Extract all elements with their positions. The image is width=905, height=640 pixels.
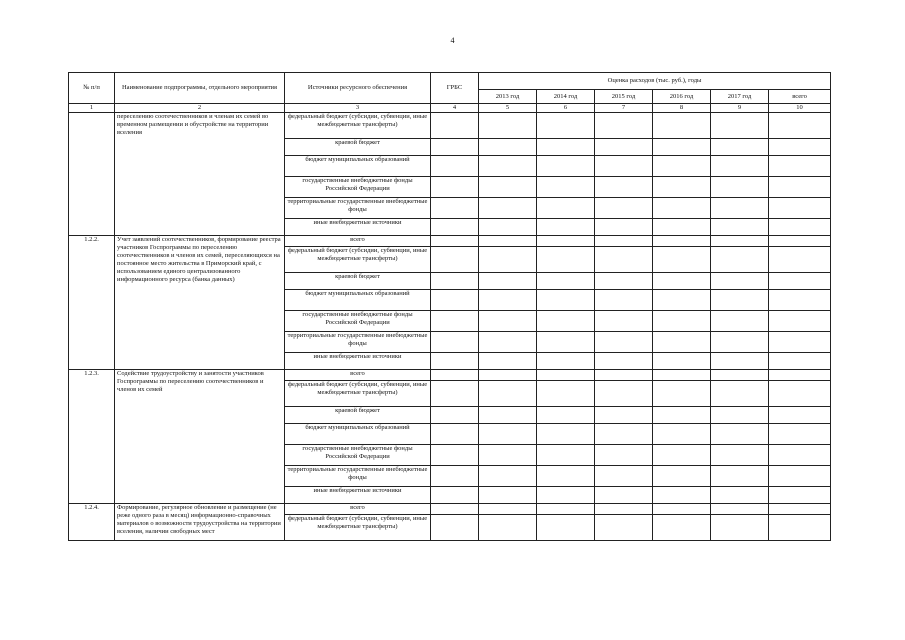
item-code — [69, 113, 115, 236]
item-code: 1.2.4. — [69, 504, 115, 541]
amount-cell — [653, 504, 711, 515]
amount-cell — [711, 466, 769, 487]
table-body — [69, 113, 831, 541]
amount-cell — [595, 198, 653, 219]
table-row — [69, 504, 831, 515]
amount-cell — [595, 273, 653, 290]
amount-cell — [653, 198, 711, 219]
grbs-cell — [431, 139, 479, 156]
grbs-cell — [431, 370, 479, 381]
amount-cell — [479, 515, 537, 541]
grbs-cell — [431, 504, 479, 515]
amount-cell — [537, 504, 595, 515]
amount-cell — [479, 113, 537, 139]
amount-cell — [769, 247, 831, 273]
amount-cell — [769, 487, 831, 504]
col-header-name: Наименование подпрограммы, отдельного мероприятия — [115, 73, 285, 104]
amount-cell — [595, 445, 653, 466]
amount-cell — [711, 156, 769, 177]
funding-source: иные внебюджетные источники — [285, 487, 431, 504]
amount-cell — [537, 424, 595, 445]
amount-cell — [595, 487, 653, 504]
grbs-cell — [431, 466, 479, 487]
amount-cell — [711, 504, 769, 515]
amount-cell — [595, 311, 653, 332]
col-header-total: всего — [769, 90, 831, 104]
amount-cell — [653, 515, 711, 541]
funding-source: иные внебюджетные источники — [285, 219, 431, 236]
amount-cell — [595, 332, 653, 353]
funding-source: всего — [285, 236, 431, 247]
funding-source: иные внебюджетные источники — [285, 353, 431, 370]
amount-cell — [537, 247, 595, 273]
amount-cell — [479, 504, 537, 515]
item-name: Учет заявлений соотечественников, формирование реестра участников Госпрограммы по переселению соотечественников и членов их семей, переселяющихся на постоянное место жительства в Приморский край, с использованием единого централизованного информационного ресурса (банка данных) — [115, 236, 285, 370]
column-number: 7 — [595, 104, 653, 113]
funding-source: федеральный бюджет (субсидии, субвенции, иные межбюджетные трансферты) — [285, 381, 431, 407]
amount-cell — [537, 273, 595, 290]
amount-cell — [711, 139, 769, 156]
amount-cell — [479, 445, 537, 466]
funding-source: бюджет муниципальных образований — [285, 290, 431, 311]
amount-cell — [711, 407, 769, 424]
amount-cell — [595, 290, 653, 311]
grbs-cell — [431, 407, 479, 424]
amount-cell — [653, 407, 711, 424]
amount-cell — [653, 311, 711, 332]
amount-cell — [769, 332, 831, 353]
amount-cell — [537, 445, 595, 466]
funding-source: краевой бюджет — [285, 139, 431, 156]
amount-cell — [711, 236, 769, 247]
amount-cell — [769, 353, 831, 370]
amount-cell — [769, 424, 831, 445]
amount-cell — [653, 290, 711, 311]
amount-cell — [711, 515, 769, 541]
col-header-source: Источники ресурсного обеспечения — [285, 73, 431, 104]
amount-cell — [537, 332, 595, 353]
amount-cell — [537, 139, 595, 156]
amount-cell — [479, 139, 537, 156]
amount-cell — [769, 311, 831, 332]
amount-cell — [479, 407, 537, 424]
item-code: 1.2.2. — [69, 236, 115, 370]
amount-cell — [595, 407, 653, 424]
amount-cell — [537, 113, 595, 139]
amount-cell — [595, 466, 653, 487]
amount-cell — [653, 156, 711, 177]
amount-cell — [537, 290, 595, 311]
amount-cell — [479, 370, 537, 381]
amount-cell — [479, 311, 537, 332]
amount-cell — [537, 407, 595, 424]
grbs-cell — [431, 381, 479, 407]
amount-cell — [537, 236, 595, 247]
amount-cell — [769, 113, 831, 139]
amount-cell — [769, 504, 831, 515]
grbs-cell — [431, 156, 479, 177]
amount-cell — [595, 139, 653, 156]
grbs-cell — [431, 353, 479, 370]
funding-source: федеральный бюджет (субсидии, субвенции, иные межбюджетные трансферты) — [285, 113, 431, 139]
amount-cell — [653, 247, 711, 273]
amount-cell — [653, 273, 711, 290]
amount-cell — [479, 332, 537, 353]
amount-cell — [769, 236, 831, 247]
funding-source: государственные внебюджетные фонды Российской Федерации — [285, 177, 431, 198]
amount-cell — [653, 381, 711, 407]
amount-cell — [595, 381, 653, 407]
amount-cell — [653, 332, 711, 353]
funding-source: территориальные государственные внебюджетные фонды — [285, 466, 431, 487]
amount-cell — [479, 273, 537, 290]
amount-cell — [769, 407, 831, 424]
grbs-cell — [431, 311, 479, 332]
amount-cell — [711, 290, 769, 311]
amount-cell — [537, 487, 595, 504]
funding-source: краевой бюджет — [285, 273, 431, 290]
col-header-grbs: ГРБС — [431, 73, 479, 104]
table-row — [69, 236, 831, 247]
amount-cell — [769, 466, 831, 487]
amount-cell — [711, 177, 769, 198]
grbs-cell — [431, 198, 479, 219]
grbs-cell — [431, 273, 479, 290]
amount-cell — [653, 177, 711, 198]
amount-cell — [537, 311, 595, 332]
funding-source: бюджет муниципальных образований — [285, 424, 431, 445]
grbs-cell — [431, 290, 479, 311]
funding-source: территориальные государственные внебюджетные фонды — [285, 332, 431, 353]
col-header-year: 2016 год — [653, 90, 711, 104]
grbs-cell — [431, 177, 479, 198]
amount-cell — [479, 381, 537, 407]
amount-cell — [711, 198, 769, 219]
grbs-cell — [431, 219, 479, 236]
amount-cell — [537, 177, 595, 198]
amount-cell — [595, 515, 653, 541]
item-name: Содействие трудоустройству и занятости участников Госпрограммы по переселению соотечественников и членов их семей — [115, 370, 285, 504]
column-number: 6 — [537, 104, 595, 113]
amount-cell — [711, 273, 769, 290]
funding-source: государственные внебюджетные фонды Российской Федерации — [285, 311, 431, 332]
amount-cell — [595, 247, 653, 273]
amount-cell — [653, 424, 711, 445]
column-number: 1 — [69, 104, 115, 113]
grbs-cell — [431, 515, 479, 541]
column-number: 8 — [653, 104, 711, 113]
amount-cell — [537, 156, 595, 177]
table-row — [69, 113, 831, 139]
budget-table — [68, 72, 831, 541]
amount-cell — [537, 219, 595, 236]
col-header-estimate: Оценка расходов (тыс. руб.), годы — [479, 73, 831, 90]
grbs-cell — [431, 424, 479, 445]
funding-source: государственные внебюджетные фонды Российской Федерации — [285, 445, 431, 466]
amount-cell — [595, 353, 653, 370]
amount-cell — [479, 156, 537, 177]
amount-cell — [769, 381, 831, 407]
funding-source: всего — [285, 370, 431, 381]
amount-cell — [479, 353, 537, 370]
column-number: 5 — [479, 104, 537, 113]
amount-cell — [769, 219, 831, 236]
amount-cell — [653, 487, 711, 504]
amount-cell — [479, 236, 537, 247]
amount-cell — [595, 424, 653, 445]
amount-cell — [769, 156, 831, 177]
amount-cell — [769, 290, 831, 311]
amount-cell — [769, 370, 831, 381]
amount-cell — [595, 504, 653, 515]
amount-cell — [537, 466, 595, 487]
table-row — [69, 370, 831, 381]
column-number: 3 — [285, 104, 431, 113]
column-number: 9 — [711, 104, 769, 113]
amount-cell — [653, 370, 711, 381]
col-header-num: № п/п — [69, 73, 115, 104]
col-header-year: 2015 год — [595, 90, 653, 104]
col-header-year: 2017 год — [711, 90, 769, 104]
funding-source: федеральный бюджет (субсидии, субвенции, иные межбюджетные трансферты) — [285, 515, 431, 541]
amount-cell — [711, 353, 769, 370]
column-number: 4 — [431, 104, 479, 113]
column-number: 2 — [115, 104, 285, 113]
amount-cell — [711, 219, 769, 236]
amount-cell — [711, 332, 769, 353]
amount-cell — [711, 445, 769, 466]
amount-cell — [537, 515, 595, 541]
amount-cell — [653, 445, 711, 466]
grbs-cell — [431, 247, 479, 273]
amount-cell — [711, 113, 769, 139]
amount-cell — [711, 247, 769, 273]
amount-cell — [595, 236, 653, 247]
amount-cell — [653, 139, 711, 156]
amount-cell — [537, 370, 595, 381]
amount-cell — [711, 370, 769, 381]
amount-cell — [653, 236, 711, 247]
amount-cell — [479, 466, 537, 487]
item-name: Формирование, регулярное обновление и размещение (не реже одного раза в месяц) информационно-справочных материалов о возможности трудоустройства на территории вселения, наличии свободных мест — [115, 504, 285, 541]
amount-cell — [595, 370, 653, 381]
amount-cell — [595, 219, 653, 236]
amount-cell — [769, 177, 831, 198]
funding-source: всего — [285, 504, 431, 515]
amount-cell — [769, 139, 831, 156]
funding-source: краевой бюджет — [285, 407, 431, 424]
amount-cell — [769, 198, 831, 219]
amount-cell — [653, 113, 711, 139]
amount-cell — [711, 311, 769, 332]
amount-cell — [711, 487, 769, 504]
grbs-cell — [431, 236, 479, 247]
funding-source: бюджет муниципальных образований — [285, 156, 431, 177]
funding-source: территориальные государственные внебюджетные фонды — [285, 198, 431, 219]
amount-cell — [769, 273, 831, 290]
amount-cell — [595, 113, 653, 139]
amount-cell — [479, 290, 537, 311]
page-number: 4 — [450, 36, 455, 45]
column-number: 10 — [769, 104, 831, 113]
amount-cell — [479, 219, 537, 236]
amount-cell — [711, 381, 769, 407]
amount-cell — [595, 177, 653, 198]
col-header-year: 2014 год — [537, 90, 595, 104]
amount-cell — [769, 515, 831, 541]
grbs-cell — [431, 332, 479, 353]
grbs-cell — [431, 487, 479, 504]
grbs-cell — [431, 113, 479, 139]
item-code: 1.2.3. — [69, 370, 115, 504]
amount-cell — [479, 177, 537, 198]
amount-cell — [537, 353, 595, 370]
amount-cell — [479, 424, 537, 445]
amount-cell — [653, 353, 711, 370]
amount-cell — [711, 424, 769, 445]
amount-cell — [537, 381, 595, 407]
amount-cell — [537, 198, 595, 219]
amount-cell — [479, 487, 537, 504]
amount-cell — [653, 219, 711, 236]
funding-source: федеральный бюджет (субсидии, субвенции, иные межбюджетные трансферты) — [285, 247, 431, 273]
grbs-cell — [431, 445, 479, 466]
amount-cell — [769, 445, 831, 466]
amount-cell — [595, 156, 653, 177]
amount-cell — [479, 198, 537, 219]
amount-cell — [479, 247, 537, 273]
col-header-year: 2013 год — [479, 90, 537, 104]
item-name: переселению соотечественников и членам их семей во временном размещении и обустройстве на территории вселения — [115, 113, 285, 236]
amount-cell — [653, 466, 711, 487]
